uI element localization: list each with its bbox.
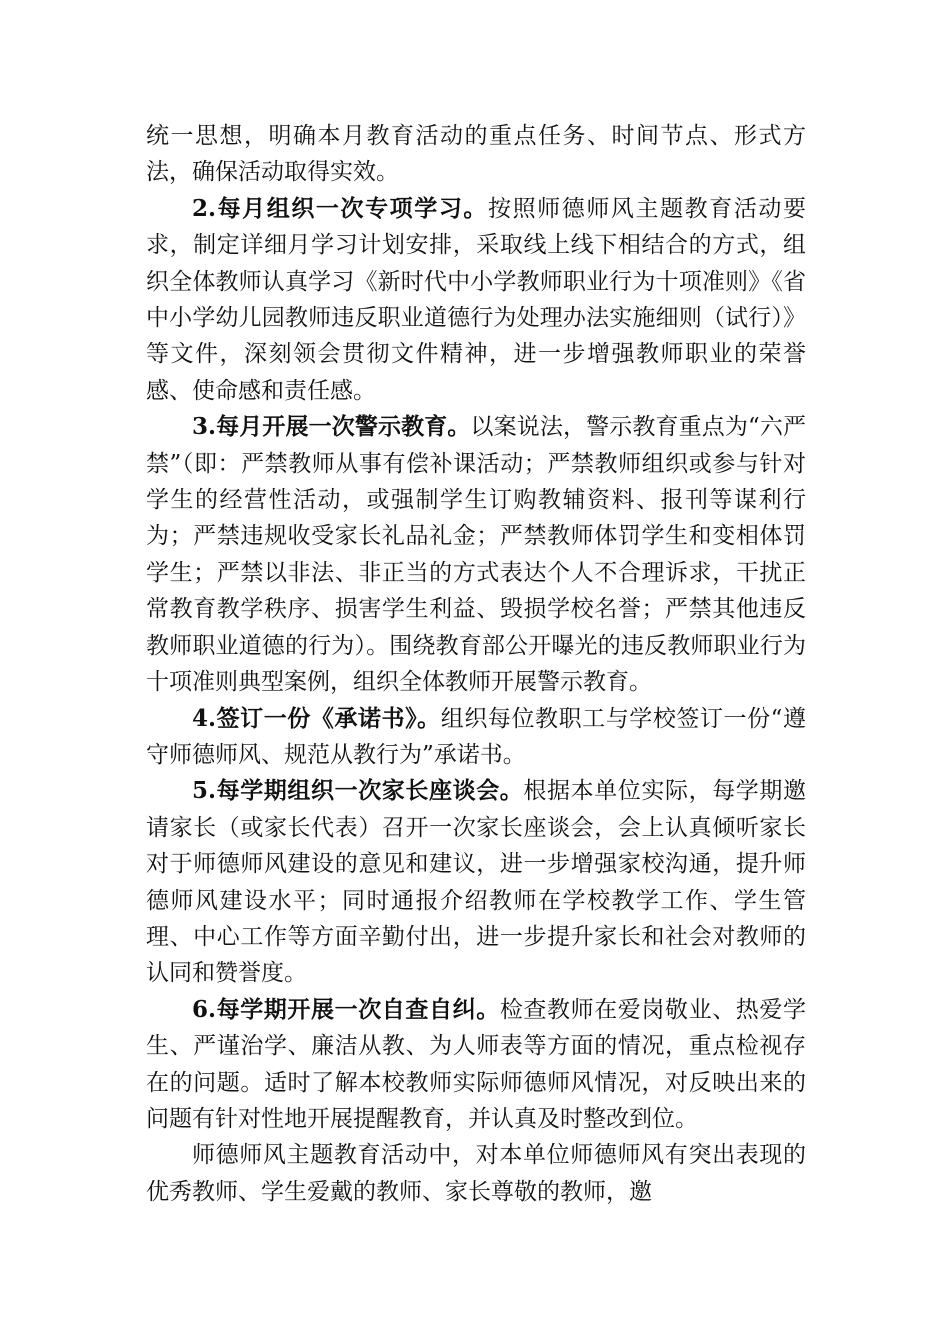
paragraph-text: 检查教师在爱岗敬业、热爱学生、严谨治学、廉洁从教、为人师表等方面的情况，重点检视存在的问题。适时了解本校教师实际师德师风情况，对反映出来的问题有针对性地开展提醒教育，并认真及时整改到位。 <box>146 996 807 1132</box>
paragraph-item-3 <box>146 409 806 700</box>
paragraph-text: 师德师风主题教育活动中，对本单位师德师风有突出表现的优秀教师、学生爱戴的教师、家长尊敬的教师，邀 <box>146 1142 806 1205</box>
paragraph-text: 根据本单位实际，每学期邀请家长（或家长代表）召开一次家长座谈会，会上认真倾听家长对于师德师风建设的意见和建议，进一步增强家校沟通，提升师德师风建设水平；同时通报介绍教师在学校教学工作、学生管理、中心工作等方面辛勤付出，进一步提升家长和社会对教师的认同和赞誉度。 <box>146 778 806 987</box>
item-heading: 2.每月组织一次专项学习。 <box>192 194 489 222</box>
paragraph-item-6 <box>146 992 806 1138</box>
paragraph-closing <box>146 1137 806 1210</box>
item-heading: 4.签订一份《承诺书》。 <box>192 704 441 732</box>
paragraph-text: 组织每位教职工与学校签订一份“遵守师德师风、规范从教行为”承诺书。 <box>146 705 806 768</box>
paragraph-item-2 <box>146 191 806 409</box>
item-heading: 6.每学期开展一次自查自纠。 <box>192 995 500 1023</box>
paragraph-continuation <box>146 118 806 191</box>
paragraph-item-5 <box>146 773 806 991</box>
item-heading: 3.每月开展一次警示教育。 <box>192 413 471 441</box>
paragraph-text: 统一思想，明确本月教育活动的重点任务、时间节点、形式方法，确保活动取得实效。 <box>146 123 806 186</box>
item-heading: 5.每学期组织一次家长座谈会。 <box>192 777 524 805</box>
document-page <box>146 118 806 1210</box>
paragraph-item-4 <box>146 701 806 774</box>
paragraph-text: 以案说法，警示教育重点为“六严禁”（即：严禁教师从事有偿补课活动；严禁教师组织或参与针对学生的经营性活动，或强制学生订购教辅资料、报刊等谋利行为；严禁违规收受家长礼品礼金；严禁教师体罚学生和变相体罚学生；严禁以非法、非正当的方式表达个人不合理诉求，干扰正常教育教学秩序、损害学生利益、毁损学校名誉；严禁其他违反教师职业道德的行为）。围绕教育部公开曝光的违反教师职业行为十项准则典型案例，组织全体教师开展警示教育。 <box>146 414 806 696</box>
paragraph-text: 按照师德师风主题教育活动要求，制定详细月学习计划安排，采取线上线下相结合的方式，组织全体教师认真学习《新时代中小学教师职业行为十项准则》《省中小学幼儿园教师违反职业道德行为处理办法实施细则（试行）》等文件，深刻领会贯彻文件精神，进一步增强教师职业的荣誉感、使命感和责任感。 <box>146 195 807 404</box>
